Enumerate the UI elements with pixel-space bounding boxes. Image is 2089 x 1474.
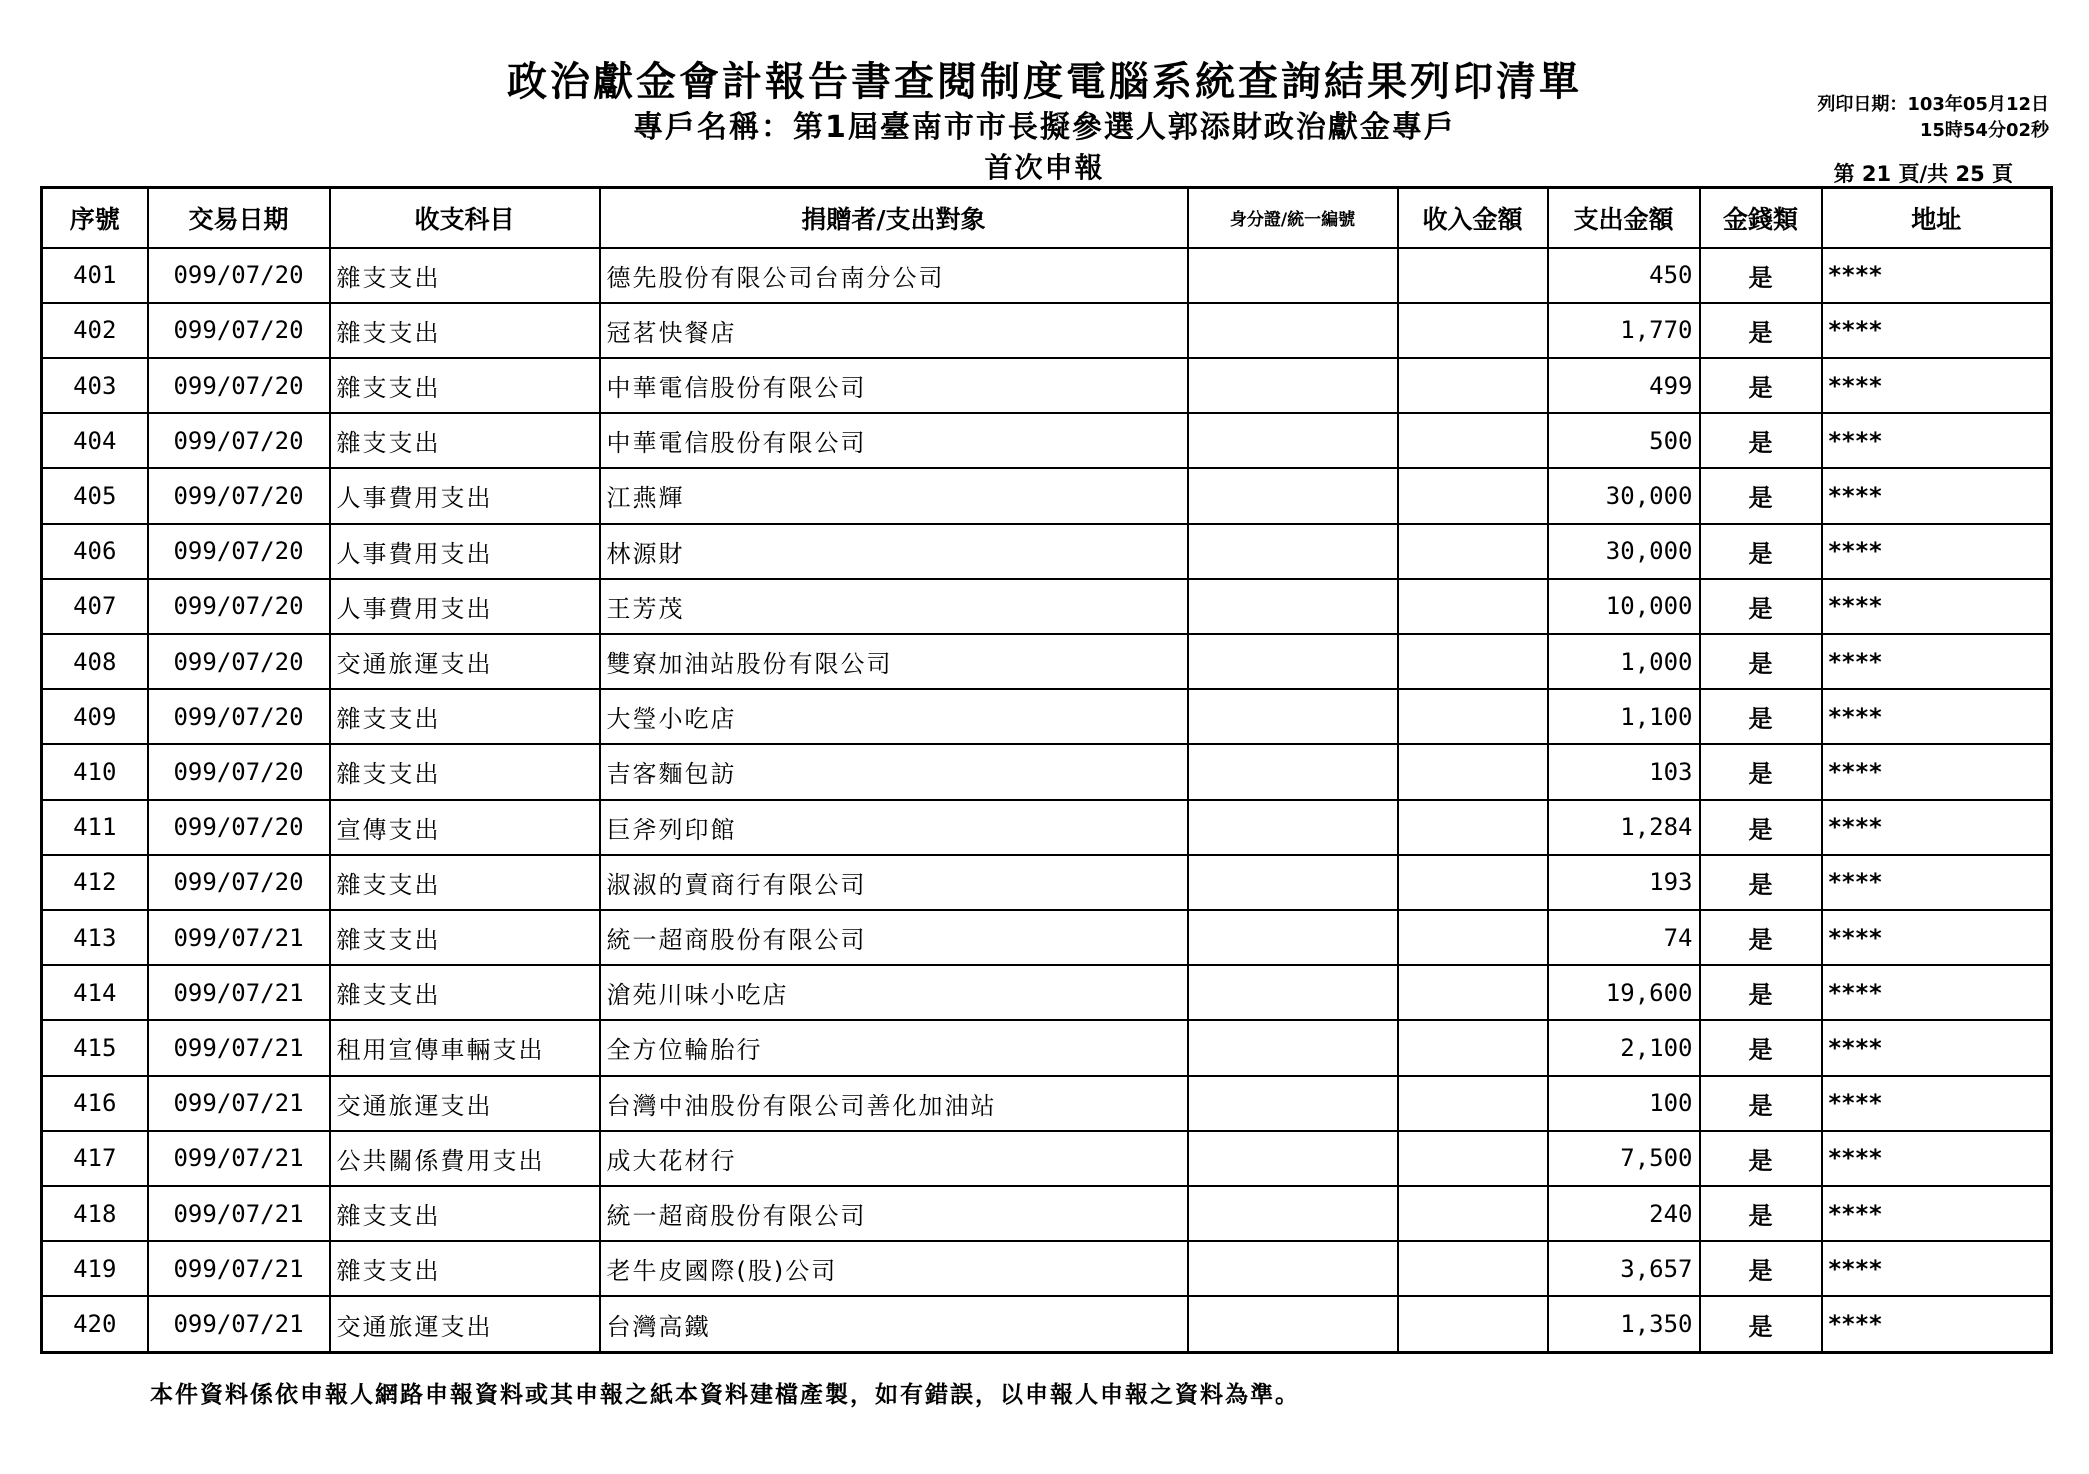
table-row	[42, 855, 2052, 910]
income-amount	[1398, 1186, 1548, 1241]
transaction-date: 099/07/20	[148, 855, 330, 910]
income-amount	[1398, 248, 1548, 303]
row-number: 415	[42, 1020, 148, 1075]
expense-amount: 500	[1548, 413, 1700, 468]
address-masked: ****	[1822, 1020, 2052, 1075]
cash-flag: 是	[1700, 358, 1822, 413]
cash-flag: 是	[1700, 579, 1822, 634]
payee-name: 滄苑川味小吃店	[600, 965, 1188, 1020]
row-number: 414	[42, 965, 148, 1020]
col-header-id: 身分證/統一編號	[1188, 188, 1398, 248]
id-number	[1188, 634, 1398, 689]
ledger-table	[40, 186, 2053, 1354]
print-date: 列印日期：103年05月12日	[1817, 94, 2049, 115]
address-masked: ****	[1822, 689, 2052, 744]
id-number	[1188, 800, 1398, 855]
expense-category: 雜支支出	[330, 744, 600, 799]
payee-name: 成大花材行	[600, 1131, 1188, 1186]
row-number: 417	[42, 1131, 148, 1186]
payee-name: 中華電信股份有限公司	[600, 413, 1188, 468]
expense-amount: 240	[1548, 1186, 1700, 1241]
id-number	[1188, 1186, 1398, 1241]
transaction-date: 099/07/20	[148, 413, 330, 468]
payee-name: 中華電信股份有限公司	[600, 358, 1188, 413]
payee-name: 大瑩小吃店	[600, 689, 1188, 744]
col-header-income: 收入金額	[1398, 188, 1548, 248]
row-number: 401	[42, 248, 148, 303]
expense-amount: 3,657	[1548, 1241, 1700, 1296]
transaction-date: 099/07/21	[148, 1186, 330, 1241]
transaction-date: 099/07/21	[148, 1296, 330, 1352]
expense-amount: 2,100	[1548, 1020, 1700, 1075]
id-number	[1188, 910, 1398, 965]
expense-amount: 30,000	[1548, 468, 1700, 523]
payee-name: 台灣中油股份有限公司善化加油站	[600, 1076, 1188, 1131]
payee-name: 雙寮加油站股份有限公司	[600, 634, 1188, 689]
expense-category: 人事費用支出	[330, 524, 600, 579]
expense-amount: 103	[1548, 744, 1700, 799]
address-masked: ****	[1822, 1296, 2052, 1352]
print-time: 15時54分02秒	[1919, 120, 2049, 141]
transaction-date: 099/07/20	[148, 248, 330, 303]
payee-name: 吉客麵包訪	[600, 744, 1188, 799]
address-masked: ****	[1822, 1131, 2052, 1186]
table-row	[42, 248, 2052, 303]
payee-name: 德先股份有限公司台南分公司	[600, 248, 1188, 303]
row-number: 407	[42, 579, 148, 634]
expense-category: 交通旅運支出	[330, 1076, 600, 1131]
cash-flag: 是	[1700, 524, 1822, 579]
cash-flag: 是	[1700, 689, 1822, 744]
row-number: 413	[42, 910, 148, 965]
transaction-date: 099/07/20	[148, 303, 330, 358]
income-amount	[1398, 524, 1548, 579]
row-number: 416	[42, 1076, 148, 1131]
expense-amount: 100	[1548, 1076, 1700, 1131]
income-amount	[1398, 358, 1548, 413]
col-header-expense: 支出金額	[1548, 188, 1700, 248]
income-amount	[1398, 800, 1548, 855]
id-number	[1188, 744, 1398, 799]
table-row	[42, 524, 2052, 579]
transaction-date: 099/07/20	[148, 744, 330, 799]
income-amount	[1398, 634, 1548, 689]
row-number: 418	[42, 1186, 148, 1241]
expense-category: 交通旅運支出	[330, 634, 600, 689]
expense-amount: 499	[1548, 358, 1700, 413]
page-title: 政治獻金會計報告書查閱制度電腦系統查詢結果列印清單	[507, 59, 1582, 105]
expense-category: 宣傳支出	[330, 800, 600, 855]
row-number: 411	[42, 800, 148, 855]
address-masked: ****	[1822, 855, 2052, 910]
address-masked: ****	[1822, 910, 2052, 965]
row-number: 405	[42, 468, 148, 523]
row-number: 406	[42, 524, 148, 579]
expense-category: 公共關係費用支出	[330, 1131, 600, 1186]
transaction-date: 099/07/21	[148, 910, 330, 965]
expense-category: 交通旅運支出	[330, 1296, 600, 1352]
row-number: 420	[42, 1296, 148, 1352]
income-amount	[1398, 855, 1548, 910]
ledger-body	[42, 248, 2052, 1353]
expense-amount: 1,284	[1548, 800, 1700, 855]
transaction-date: 099/07/20	[148, 634, 330, 689]
table-header-row	[42, 188, 2052, 248]
id-number	[1188, 1131, 1398, 1186]
expense-amount: 19,600	[1548, 965, 1700, 1020]
transaction-date: 099/07/20	[148, 579, 330, 634]
expense-amount: 1,100	[1548, 689, 1700, 744]
expense-category: 雜支支出	[330, 1241, 600, 1296]
report-type: 首次申報	[984, 151, 1105, 184]
col-header-date: 交易日期	[148, 188, 330, 248]
table-row	[42, 1076, 2052, 1131]
payee-name: 林源財	[600, 524, 1188, 579]
income-amount	[1398, 965, 1548, 1020]
table-row	[42, 634, 2052, 689]
row-number: 419	[42, 1241, 148, 1296]
cash-flag: 是	[1700, 634, 1822, 689]
id-number	[1188, 1076, 1398, 1131]
income-amount	[1398, 579, 1548, 634]
income-amount	[1398, 468, 1548, 523]
table-row	[42, 1186, 2052, 1241]
col-header-no: 序號	[42, 188, 148, 248]
account-name: 專戶名稱：第1屆臺南市市長擬參選人郭添財政治獻金專戶	[633, 110, 1456, 145]
id-number	[1188, 965, 1398, 1020]
income-amount	[1398, 1296, 1548, 1352]
row-number: 403	[42, 358, 148, 413]
payee-name: 老牛皮國際(股)公司	[600, 1241, 1188, 1296]
table-row	[42, 1020, 2052, 1075]
footer-note: 本件資料係依申報人網路申報資料或其申報之紙本資料建檔產製，如有錯誤，以申報人申報之資料為準。	[150, 1382, 1300, 1408]
address-masked: ****	[1822, 358, 2052, 413]
transaction-date: 099/07/20	[148, 524, 330, 579]
transaction-date: 099/07/20	[148, 689, 330, 744]
cash-flag: 是	[1700, 303, 1822, 358]
table-row	[42, 468, 2052, 523]
expense-category: 雜支支出	[330, 855, 600, 910]
payee-name: 淑淑的賣商行有限公司	[600, 855, 1188, 910]
address-masked: ****	[1822, 303, 2052, 358]
address-masked: ****	[1822, 248, 2052, 303]
address-masked: ****	[1822, 1186, 2052, 1241]
page-number: 第 21 頁/共 25 頁	[1833, 162, 2013, 186]
expense-category: 雜支支出	[330, 689, 600, 744]
income-amount	[1398, 1076, 1548, 1131]
id-number	[1188, 413, 1398, 468]
income-amount	[1398, 910, 1548, 965]
expense-category: 人事費用支出	[330, 468, 600, 523]
payee-name: 統一超商股份有限公司	[600, 910, 1188, 965]
row-number: 409	[42, 689, 148, 744]
payee-name: 冠茗快餐店	[600, 303, 1188, 358]
income-amount	[1398, 1020, 1548, 1075]
payee-name: 王芳茂	[600, 579, 1188, 634]
address-masked: ****	[1822, 744, 2052, 799]
address-masked: ****	[1822, 634, 2052, 689]
table-row	[42, 303, 2052, 358]
table-row	[42, 413, 2052, 468]
row-number: 410	[42, 744, 148, 799]
expense-amount: 450	[1548, 248, 1700, 303]
income-amount	[1398, 303, 1548, 358]
expense-category: 雜支支出	[330, 303, 600, 358]
expense-amount: 10,000	[1548, 579, 1700, 634]
print-info	[1817, 92, 2049, 144]
transaction-date: 099/07/21	[148, 1241, 330, 1296]
expense-category: 雜支支出	[330, 910, 600, 965]
table-row	[42, 800, 2052, 855]
expense-category: 雜支支出	[330, 413, 600, 468]
table-row	[42, 579, 2052, 634]
cash-flag: 是	[1700, 1241, 1822, 1296]
id-number	[1188, 1241, 1398, 1296]
expense-category: 雜支支出	[330, 248, 600, 303]
col-header-payee: 捐贈者/支出對象	[600, 188, 1188, 248]
transaction-date: 099/07/20	[148, 800, 330, 855]
cash-flag: 是	[1700, 1296, 1822, 1352]
cash-flag: 是	[1700, 855, 1822, 910]
cash-flag: 是	[1700, 248, 1822, 303]
table-row	[42, 358, 2052, 413]
payee-name: 全方位輪胎行	[600, 1020, 1188, 1075]
expense-amount: 1,000	[1548, 634, 1700, 689]
transaction-date: 099/07/21	[148, 1020, 330, 1075]
col-header-category: 收支科目	[330, 188, 600, 248]
payee-name: 台灣高鐵	[600, 1296, 1188, 1352]
payee-name: 巨斧列印館	[600, 800, 1188, 855]
id-number	[1188, 579, 1398, 634]
expense-amount: 193	[1548, 855, 1700, 910]
id-number	[1188, 303, 1398, 358]
expense-category: 人事費用支出	[330, 579, 600, 634]
income-amount	[1398, 744, 1548, 799]
table-row	[42, 1131, 2052, 1186]
table-row	[42, 1241, 2052, 1296]
row-number: 412	[42, 855, 148, 910]
id-number	[1188, 358, 1398, 413]
expense-category: 租用宣傳車輛支出	[330, 1020, 600, 1075]
transaction-date: 099/07/21	[148, 1076, 330, 1131]
expense-amount: 74	[1548, 910, 1700, 965]
address-masked: ****	[1822, 579, 2052, 634]
expense-category: 雜支支出	[330, 358, 600, 413]
id-number	[1188, 1296, 1398, 1352]
col-header-cash: 金錢類	[1700, 188, 1822, 248]
cash-flag: 是	[1700, 910, 1822, 965]
address-masked: ****	[1822, 468, 2052, 523]
table-row	[42, 910, 2052, 965]
col-header-address: 地址	[1822, 188, 2052, 248]
cash-flag: 是	[1700, 1076, 1822, 1131]
transaction-date: 099/07/21	[148, 1131, 330, 1186]
cash-flag: 是	[1700, 965, 1822, 1020]
cash-flag: 是	[1700, 1020, 1822, 1075]
expense-category: 雜支支出	[330, 965, 600, 1020]
id-number	[1188, 524, 1398, 579]
transaction-date: 099/07/20	[148, 358, 330, 413]
transaction-date: 099/07/20	[148, 468, 330, 523]
table-row	[42, 744, 2052, 799]
expense-amount: 30,000	[1548, 524, 1700, 579]
id-number	[1188, 855, 1398, 910]
address-masked: ****	[1822, 524, 2052, 579]
id-number	[1188, 468, 1398, 523]
address-masked: ****	[1822, 800, 2052, 855]
cash-flag: 是	[1700, 800, 1822, 855]
address-masked: ****	[1822, 1076, 2052, 1131]
address-masked: ****	[1822, 965, 2052, 1020]
table-row	[42, 965, 2052, 1020]
expense-amount: 1,350	[1548, 1296, 1700, 1352]
address-masked: ****	[1822, 1241, 2052, 1296]
cash-flag: 是	[1700, 468, 1822, 523]
id-number	[1188, 248, 1398, 303]
income-amount	[1398, 689, 1548, 744]
transaction-date: 099/07/21	[148, 965, 330, 1020]
expense-amount: 1,770	[1548, 303, 1700, 358]
payee-name: 統一超商股份有限公司	[600, 1186, 1188, 1241]
id-number	[1188, 689, 1398, 744]
row-number: 404	[42, 413, 148, 468]
cash-flag: 是	[1700, 413, 1822, 468]
cash-flag: 是	[1700, 744, 1822, 799]
row-number: 408	[42, 634, 148, 689]
income-amount	[1398, 1241, 1548, 1296]
cash-flag: 是	[1700, 1131, 1822, 1186]
id-number	[1188, 1020, 1398, 1075]
table-row	[42, 1296, 2052, 1352]
row-number: 402	[42, 303, 148, 358]
expense-category: 雜支支出	[330, 1186, 600, 1241]
expense-amount: 7,500	[1548, 1131, 1700, 1186]
cash-flag: 是	[1700, 1186, 1822, 1241]
address-masked: ****	[1822, 413, 2052, 468]
income-amount	[1398, 1131, 1548, 1186]
table-row	[42, 689, 2052, 744]
payee-name: 江燕輝	[600, 468, 1188, 523]
income-amount	[1398, 413, 1548, 468]
